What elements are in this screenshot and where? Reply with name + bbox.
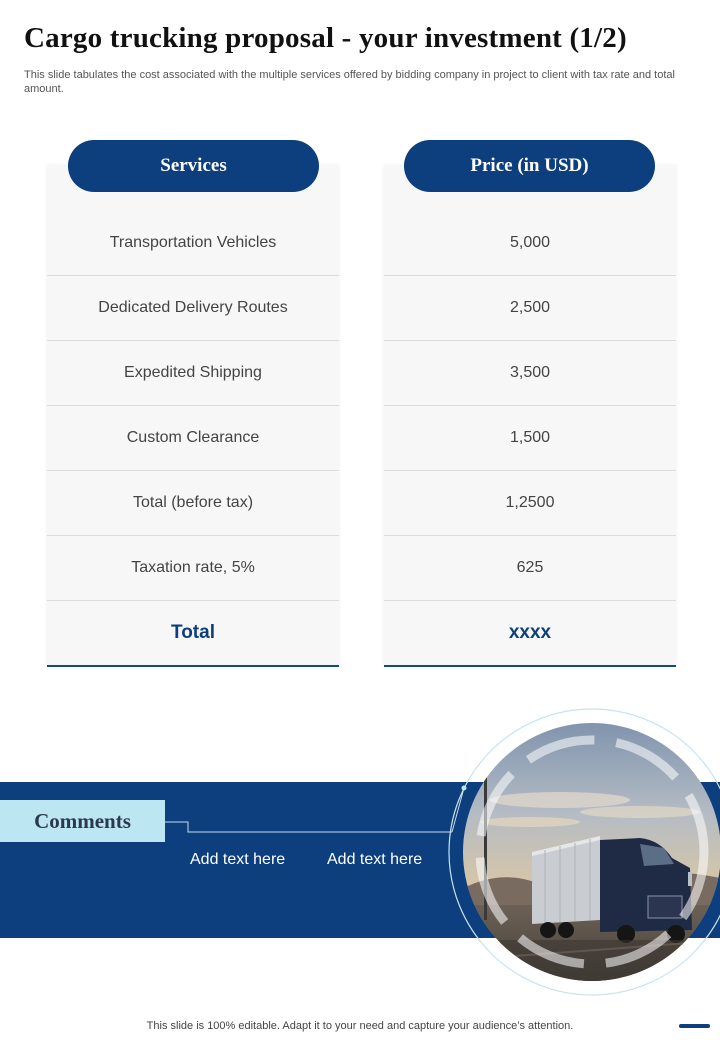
table-total-value: xxxx — [508, 621, 552, 643]
comments-label: Comments — [0, 800, 165, 842]
comment-text-2[interactable]: Add text here — [327, 851, 423, 868]
table-cell-price: 1,2500 — [505, 493, 555, 511]
truck-photo — [460, 720, 720, 995]
table-cell-service: Dedicated Delivery Routes — [98, 298, 288, 316]
footer-accent-bar — [679, 1024, 710, 1028]
table-cell-service: Taxation rate, 5% — [131, 558, 255, 576]
comment-text-1[interactable]: Add text here — [190, 851, 286, 868]
table-cell-price: 5,000 — [509, 233, 551, 251]
services-header: Services — [68, 140, 319, 192]
table-cell-service: Custom Clearance — [126, 428, 260, 446]
page-subtitle: This slide tabulates the cost associated with the multiple services offered by bidding company in project to client with tax rate and total amount. — [24, 69, 675, 95]
table-cell-price: 1,500 — [509, 428, 551, 446]
footer-note: This slide is 100% editable. Adapt it to your need and capture your audience’s attention. — [146, 1020, 574, 1032]
table-cell-price: 3,500 — [509, 363, 551, 381]
table-cell-service: Total (before tax) — [132, 493, 254, 511]
table-cell-price: 625 — [516, 558, 544, 576]
table-cell-service: Transportation Vehicles — [109, 233, 277, 251]
table-cell-price: 2,500 — [509, 298, 551, 316]
page-title: Cargo trucking proposal - your investment (1/2) — [24, 22, 627, 54]
price-header: Price (in USD) — [404, 140, 655, 192]
connector-line — [165, 822, 452, 832]
table-cell-service: Expedited Shipping — [124, 363, 262, 381]
table-total-label: Total — [171, 621, 215, 643]
